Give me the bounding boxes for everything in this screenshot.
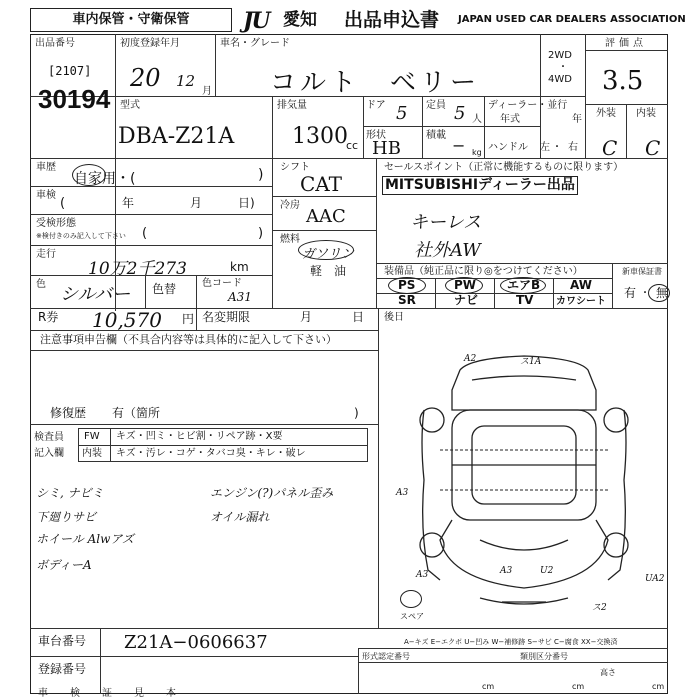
form-cm-2: cm (572, 682, 585, 691)
color-code-label: 色コード (202, 278, 242, 289)
equip-ps: PS (398, 278, 416, 292)
color-label: 色 (36, 279, 46, 290)
storage-box (30, 8, 232, 32)
dealer-label: ディーラー・並行 (488, 100, 568, 111)
rating-value: 3.5 (602, 66, 644, 96)
warranty-label: 新車保証書 (622, 267, 662, 276)
notes-label: 注意事項申告欄（不具合内容等は具体的に記入して下さい） (40, 333, 337, 346)
form-title: 出品申込書 (344, 9, 440, 31)
name-change-month: 月 (300, 310, 313, 324)
warranty-yes: 有 (624, 286, 637, 300)
color-code: A31 (228, 290, 252, 304)
ac-value: AAC (306, 206, 346, 227)
model-label: 型式 (120, 100, 140, 111)
capacity-unit: 人 (472, 114, 482, 125)
interior-label: 内装 (636, 108, 656, 119)
receipt-note: ※検付きのみ記入して下さい (36, 232, 126, 240)
handle-dot: ・ (552, 142, 562, 153)
drive-sep: ・ (558, 62, 568, 73)
equipment-label: 装備品（純正品に限り◎をつけてください） (384, 266, 583, 277)
repair-value: 有（箇所 (112, 406, 161, 420)
car-diagram (380, 340, 668, 630)
drive-4wd: 4WD (548, 74, 572, 85)
form-label-2: 類別区分番号 (520, 652, 568, 661)
diagram-mark-u2: U2 (540, 566, 554, 576)
car-name-value: コルト ベリー (270, 68, 481, 98)
history-close: ) (258, 167, 264, 183)
load-label: 積載 (426, 130, 446, 141)
doors-label: ドア (366, 100, 386, 111)
sales-point-2: 社外AW (414, 240, 481, 261)
doors-value: 5 (396, 103, 408, 124)
equip-aw: AW (570, 278, 592, 292)
chassis-label: 車台番号 (38, 634, 87, 648)
sales-label: セールスポイント（正常に機能するものに限ります） (384, 162, 624, 173)
name-change-day: 日 (352, 310, 365, 324)
history-circle (72, 164, 106, 186)
remark-5: ホイール Alwアズ (36, 532, 134, 546)
registration-label: 登録番号 (38, 662, 87, 676)
spare-circle (400, 590, 422, 608)
lot-number: 30194 (38, 84, 111, 114)
lot-label: 出品番号 (35, 38, 75, 49)
capacity-value: 5 (454, 103, 466, 124)
history-label: 車歴 (36, 162, 56, 173)
capacity-label: 定員 (426, 100, 446, 111)
inspection-open: ( (60, 196, 66, 211)
exterior-grade: C (602, 136, 618, 160)
storage-label: 車内保管・守衛保管 (72, 12, 190, 27)
load-unit: kg (472, 148, 482, 157)
spare-label: スペア (400, 612, 424, 621)
displacement-value: 1300 (292, 124, 348, 149)
recycle-label: R券 (38, 310, 59, 324)
fuel-alt: 軽 油 (310, 264, 347, 278)
fuel-label: 燃料 (280, 234, 300, 245)
handle-left: 左 (540, 142, 550, 153)
inspector-label-1: 検査員 (34, 432, 64, 443)
diagram-mark-a3-left: A3 (396, 488, 409, 498)
exterior-label: 外装 (596, 108, 616, 119)
model-year-label: 年式 (500, 114, 520, 125)
chassis-value: Z21A−0606637 (124, 632, 268, 653)
equip-airbag: エアB (507, 278, 541, 292)
shift-label: シフト (280, 162, 310, 173)
equip-tv: TV (516, 293, 534, 307)
first-reg-year: 20 (130, 64, 161, 92)
dealer-badge: MITSUBISHIディーラー出品 (382, 176, 578, 195)
receipt-label: 受検形態 (36, 218, 76, 229)
drive-2wd: 2WD (548, 50, 572, 61)
remark-1: シミ, ナビミ (36, 486, 104, 500)
first-reg-month-unit: 月 (202, 86, 212, 97)
name-change-label: 名変期限 (202, 310, 251, 324)
diagram-mark-a2: A2 (464, 354, 477, 364)
history-value: 自家用・( (74, 171, 136, 187)
first-reg-label: 初度登録年月 (120, 38, 180, 49)
equip-seat: カワシート (556, 296, 606, 307)
recycle-value: 10,570 (92, 308, 162, 332)
ac-label: 冷房 (280, 200, 300, 211)
insp-fw: FW (84, 431, 100, 442)
inspection-day: 日) (238, 196, 255, 210)
load-value: − (452, 136, 466, 155)
diagram-mark-s2: ス2 (592, 603, 607, 613)
displacement-label: 排気量 (277, 100, 307, 111)
diagram-mark-a3-mid: A3 (500, 566, 513, 576)
airbag-circle (500, 277, 546, 294)
rear-label: 後日 (384, 312, 404, 323)
interior-grade: C (645, 136, 661, 160)
mileage-unit: km (230, 260, 249, 274)
warranty-dot: ・ (640, 288, 650, 299)
shape-value: HB (372, 138, 401, 159)
equip-sr: SR (398, 293, 416, 307)
recycle-unit: 円 (182, 312, 195, 326)
form-cm-1: cm (482, 682, 495, 691)
insp-row1: キズ・凹ミ・ヒビ割・リペア跡・X要 (116, 431, 283, 442)
sales-point-1: キーレス (410, 212, 482, 233)
form-cm-3: cm (652, 682, 665, 691)
receipt-open: ( (142, 226, 148, 241)
bottom-row: 車 検 証 見 本 (38, 688, 182, 699)
equip-pw: PW (454, 278, 477, 292)
car-name-label: 車名・グレード (220, 38, 290, 49)
form-label-1: 形式認定番号 (362, 652, 410, 661)
model-value: DBA-Z21A (118, 124, 235, 149)
form-height: 高さ (600, 668, 616, 677)
first-reg-month: 12 (176, 72, 196, 90)
inspection-month: 月 (190, 196, 203, 210)
insp-interior: 内装 (82, 448, 102, 459)
lot-bracket: [2107] (48, 64, 92, 78)
shape-label: 形状 (366, 130, 386, 141)
ju-logo: JU (243, 8, 269, 34)
damage-legend: A−キズ E−エクボ U−凹み W−補修跡 S−サビ C−腐食 XX−交換済 (404, 638, 618, 646)
model-year-unit: 年 (572, 114, 582, 125)
inspector-label-2: 記入欄 (34, 448, 64, 459)
remark-6: ボディーA (36, 558, 92, 572)
diagram-mark-s1a: ス1A (520, 357, 542, 367)
pw-circle (445, 277, 483, 294)
diagram-mark-a3-low: A3 (416, 570, 429, 580)
remark-4: オイル漏れ (210, 510, 270, 524)
handle-label: ハンドル (488, 142, 528, 153)
color-change: 色替 (152, 282, 177, 296)
remark-3: 下廻りサビ (36, 510, 97, 524)
insp-row2: キズ・汚レ・コゲ・タバコ臭・キレ・破レ (116, 448, 306, 459)
color-value: シルバー (60, 284, 131, 305)
equip-navi: ナビ (454, 293, 479, 307)
receipt-close: ) (258, 226, 264, 241)
displacement-unit: cc (346, 139, 359, 152)
rating-label: 評価点 (605, 38, 647, 49)
handle-right: 右 (568, 142, 578, 153)
inspection-label: 車検 (36, 190, 56, 201)
remark-2: エンジン(?)パネル歪み (210, 486, 334, 500)
fuel-circle (298, 240, 354, 260)
warranty-no: 無 (656, 286, 669, 300)
repair-label: 修復歴 (50, 406, 87, 420)
aichi-label: 愛知 (283, 10, 317, 30)
mileage-value: 10万2千273 (88, 259, 187, 279)
mileage-label: 走行 (36, 249, 56, 260)
repair-close: ) (354, 406, 359, 420)
warranty-circle (648, 284, 670, 302)
association-name: JAPAN USED CAR DEALERS ASSOCIATION (458, 14, 686, 25)
shift-value: CAT (300, 172, 342, 196)
ps-circle (388, 277, 426, 294)
inspection-year: 年 (122, 196, 135, 210)
fuel-value: ガソリン (302, 247, 355, 262)
diagram-mark-ua2: UA2 (645, 574, 665, 584)
